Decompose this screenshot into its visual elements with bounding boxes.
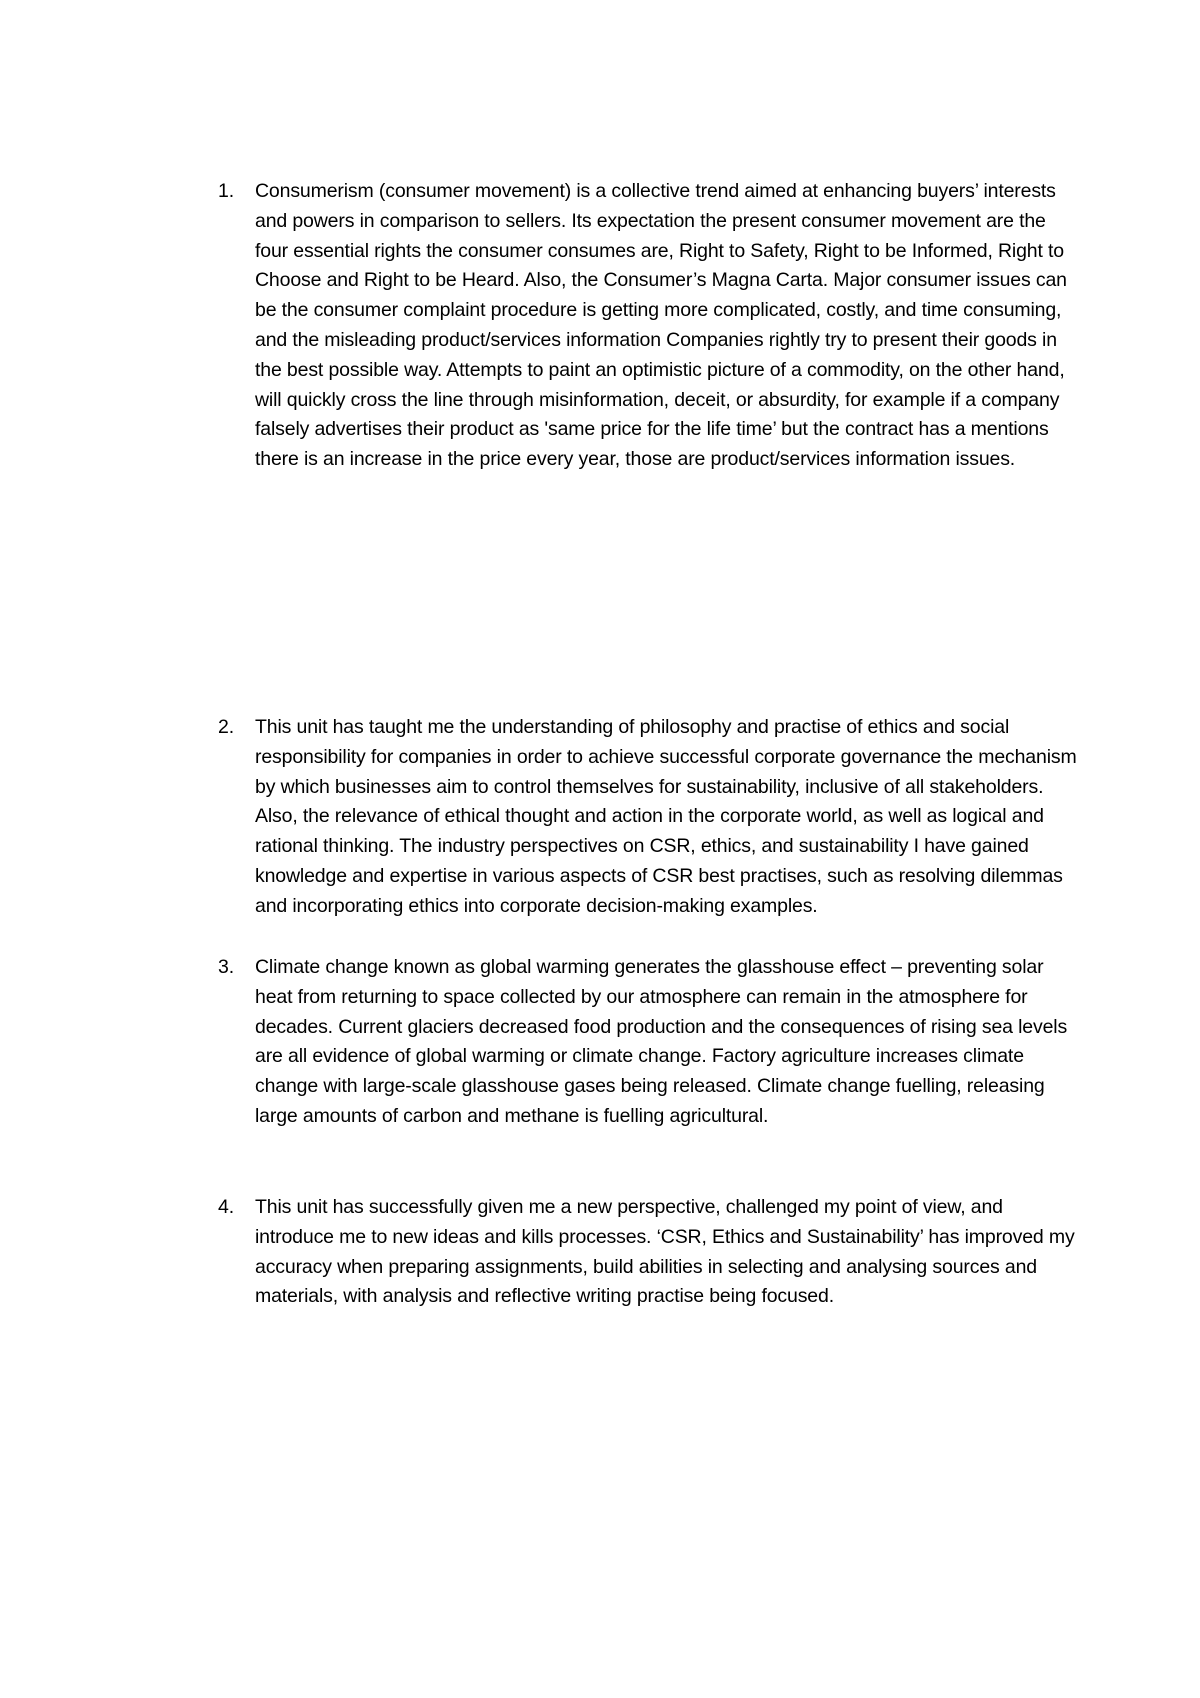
list-item-number: 4. bbox=[218, 1196, 234, 1218]
list-item-text: This unit has taught me the understanding of philosophy and practise of ethics and social responsibility for companies in order to achieve successful corporate governance the mechanism by which businesses aim to control themselves for sustainability, inclusive of all stakeholders. Also, the relevance of ethical thought and action in the corporate world, as well as logical and rational thinking. The industry perspectives on CSR, ethics, and sustainability I have gained knowledge and expertise in various aspects of CSR best practises, such as resolving dilemmas and incorporating ethics into corporate decision-making examples. bbox=[255, 716, 1077, 917]
list-item-3 bbox=[218, 953, 1078, 1132]
list-item-text: Climate change known as global warming generates the glasshouse effect – preventing solar heat from returning to space collected by our atmosphere can remain in the atmosphere for decades. Current glaciers decreased food production and the consequences of rising sea levels are all evidence of global warming or climate change. Factory agriculture increases climate change with large-scale glasshouse gases being released. Climate change fuelling, releasing large amounts of carbon and methane is fuelling agricultural. bbox=[255, 956, 1068, 1127]
list-item-text: Consumerism (consumer movement) is a collective trend aimed at enhancing buyers’ interests and powers in comparison to sellers. Its expectation the present consumer movement are the four essential rights the consumer consumes are, Right to Safety, Right to be Informed, Right to Choose and Right to be Heard. Also, the Consumer’s Magna Carta. Major consumer issues can be the consumer complaint procedure is getting more complicated, costly, and time consuming, and the misleading product/services information Companies rightly try to present their goods in the best possible way. Attempts to paint an optimistic picture of a commodity, on the other hand, will quickly cross the line through misinformation, deceit, or absurdity, for example if a company falsely advertises their product as 'same price for the life time’ but the contract has a mentions there is an increase in the price every year, those are product/services information issues. bbox=[255, 180, 1067, 471]
list-item-4 bbox=[218, 1193, 1078, 1312]
list-item-text: This unit has successfully given me a new perspective, challenged my point of view, and introduce me to new ideas and kills processes. ‘CSR, Ethics and Sustainability’ has improved my accuracy when preparing assignments, build abilities in selecting and analysing sources and materials, with analysis and reflective writing practise being focused. bbox=[255, 1196, 1075, 1308]
list-item-2 bbox=[218, 713, 1078, 922]
list-item-number: 2. bbox=[218, 716, 234, 738]
list-item-1 bbox=[218, 177, 1078, 475]
list-item-number: 1. bbox=[218, 180, 234, 202]
list-item-number: 3. bbox=[218, 956, 234, 978]
